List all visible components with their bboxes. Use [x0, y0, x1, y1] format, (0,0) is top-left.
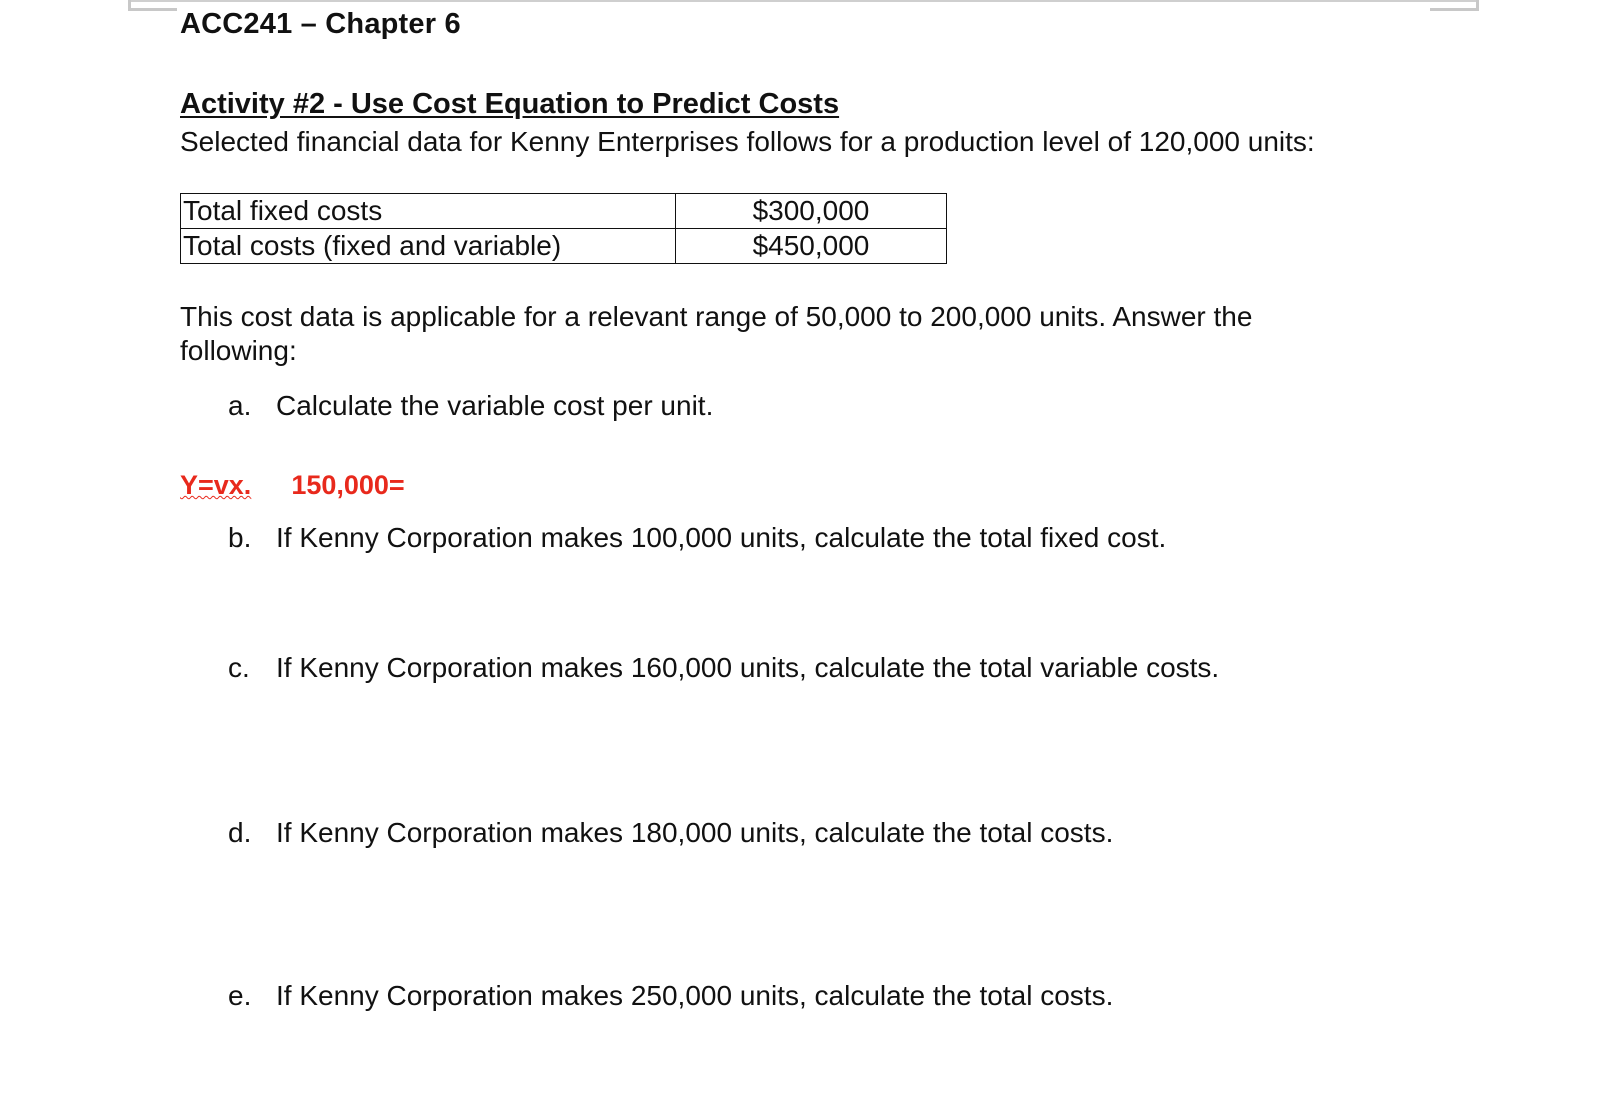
activity-intro: Selected financial data for Kenny Enterprises follows for a production level of 120,000 units: — [180, 126, 1315, 157]
question-letter: c. — [228, 652, 250, 683]
question-a — [228, 390, 713, 422]
question-letter: e. — [228, 980, 252, 1011]
question-letter: b. — [228, 522, 252, 553]
instructions-paragraph: This cost data is applicable for a relevant range of 50,000 to 200,000 units. Answer the following: — [180, 301, 1253, 366]
table-row — [181, 194, 947, 229]
table-cell-label: Total fixed costs — [181, 194, 676, 229]
table-cell-label: Total costs (fixed and variable) — [181, 229, 676, 264]
question-text: If Kenny Corporation makes 100,000 units, calculate the total fixed cost. — [276, 522, 1167, 553]
question-letter: a. — [228, 390, 252, 421]
question-text: If Kenny Corporation makes 160,000 units, calculate the total variable costs. — [276, 652, 1220, 683]
question-letter: d. — [228, 817, 252, 848]
page-corner-mark-left — [128, 0, 177, 11]
table-cell-value: $300,000 — [676, 194, 947, 229]
page-top-border — [128, 0, 1476, 5]
question-b — [228, 522, 1166, 554]
question-text: If Kenny Corporation makes 180,000 units, calculate the total costs. — [276, 817, 1114, 848]
student-answer — [180, 470, 405, 501]
question-text: Calculate the variable cost per unit. — [276, 390, 714, 421]
question-d — [228, 817, 1113, 849]
answer-amount: 150,000= — [291, 470, 405, 500]
course-title: ACC241 – Chapter 6 — [180, 8, 461, 40]
table-row — [181, 229, 947, 264]
cost-data-table — [180, 193, 947, 264]
question-e — [228, 980, 1113, 1012]
answer-equation: Y=vx. — [180, 470, 252, 500]
question-text: If Kenny Corporation makes 250,000 units, calculate the total costs. — [276, 980, 1114, 1011]
page-corner-mark-right — [1430, 0, 1479, 11]
table-cell-value: $450,000 — [676, 229, 947, 264]
question-c — [228, 652, 1219, 684]
activity-title: Activity #2 - Use Cost Equation to Predict Costs — [180, 88, 840, 120]
